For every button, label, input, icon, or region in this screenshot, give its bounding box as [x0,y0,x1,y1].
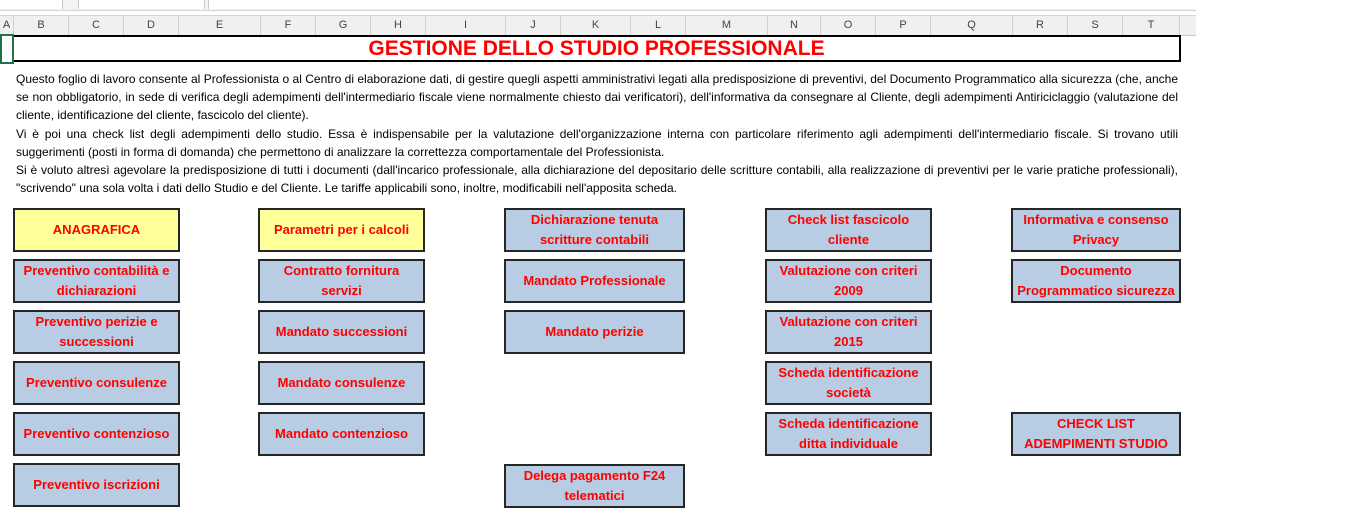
column-header-g[interactable]: G [316,16,371,35]
preventivo-consulenze-button[interactable]: Preventivo consulenze [13,361,180,405]
column-header-q[interactable]: Q [931,16,1013,35]
selected-cell[interactable] [0,34,14,64]
column-header-r[interactable]: R [1013,16,1068,35]
column-header-a[interactable]: A [0,16,14,35]
preventivo-iscrizioni-button[interactable]: Preventivo iscrizioni [13,463,180,507]
formula-bar [0,0,1196,11]
documento-programmatico-button[interactable]: Documento Programmatico sicurezza [1011,259,1181,303]
column-header-b[interactable]: B [14,16,69,35]
column-header-e[interactable]: E [179,16,261,35]
anagrafica-button[interactable]: ANAGRAFICA [13,208,180,252]
informativa-privacy-button[interactable]: Informativa e consenso Privacy [1011,208,1181,252]
description-paragraph: Vi è poi una check list degli adempimenti dello studio. Essa è indispensabile per la valutazione dell'organizzazione interna con particolare riferimento agli adempimenti dell'intermediario fiscale. Si trovano utili suggerimenti (posti in forma di domanda) che permettono di analizzare la correttezza comportamentale del Professionista. [16,126,1178,159]
column-header-f[interactable]: F [261,16,316,35]
scheda-ditta-button[interactable]: Scheda identificazione ditta individuale [765,412,932,456]
contratto-fornitura-button[interactable]: Contratto fornitura servizi [258,259,425,303]
mandato-successioni-button[interactable]: Mandato successioni [258,310,425,354]
column-header-h[interactable]: H [371,16,426,35]
page-title: GESTIONE DELLO STUDIO PROFESSIONALE [14,35,1181,62]
formula-controls [78,0,205,9]
column-header-n[interactable]: N [768,16,821,35]
name-box[interactable] [0,0,63,9]
column-header-s[interactable]: S [1068,16,1123,35]
check-list-adempimenti-button[interactable]: CHECK LIST ADEMPIMENTI STUDIO [1011,412,1181,456]
column-header-c[interactable]: C [69,16,124,35]
column-header-d[interactable]: D [124,16,179,35]
scheda-societa-button[interactable]: Scheda identificazione società [765,361,932,405]
check-list-fascicolo-button[interactable]: Check list fascicolo cliente [765,208,932,252]
column-header-t[interactable]: T [1123,16,1180,35]
description-text [16,70,1178,197]
column-header-k[interactable]: K [561,16,631,35]
column-header-p[interactable]: P [876,16,931,35]
preventivo-contenzioso-button[interactable]: Preventivo contenzioso [13,412,180,456]
column-header-row [0,15,1196,36]
description-paragraph: Si è voluto altresì agevolare la predisposizione di tutti i documenti (dall'incarico professionale, alla dichiarazione del depositario delle scritture contabili, alla realizzazione di preventivi per le varie pratiche professionali), "scrivendo" una sola volta i dati dello Studio e del Cliente. Le tariffe applicabili sono, inoltre, modificabili nell'apposita scheda. [16,163,1178,196]
preventivo-contabilita-button[interactable]: Preventivo contabilità e dichiarazioni [13,259,180,303]
column-header-j[interactable]: J [506,16,561,35]
column-header-i[interactable]: I [426,16,506,35]
valutazione-2015-button[interactable]: Valutazione con criteri 2015 [765,310,932,354]
parametri-calcoli-button[interactable]: Parametri per i calcoli [258,208,425,252]
dichiarazione-tenuta-button[interactable]: Dichiarazione tenuta scritture contabili [504,208,685,252]
mandato-consulenze-button[interactable]: Mandato consulenze [258,361,425,405]
column-header-l[interactable]: L [631,16,686,35]
valutazione-2009-button[interactable]: Valutazione con criteri 2009 [765,259,932,303]
column-header-o[interactable]: O [821,16,876,35]
mandato-professionale-button[interactable]: Mandato Professionale [504,259,685,303]
delega-f24-button[interactable]: Delega pagamento F24 telematici [504,464,685,508]
description-paragraph: Questo foglio di lavoro consente al Professionista o al Centro di elaborazione dati, di gestire quegli aspetti amministrativi legati alla predisposizione di preventivi, del Documento Programmatico alla sicurezza (che, anche se non obbligatorio, in sede di verifica degli adempimenti dell'intermediario fiscale viene normalmente chiesto dai verificatori), dell'informativa da consegnare al Cliente, degli adempimenti Antiriciclaggio (valutazione del cliente, identificazione del cliente, fascicolo del cliente). [16,72,1178,123]
mandato-contenzioso-button[interactable]: Mandato contenzioso [258,412,425,456]
mandato-perizie-button[interactable]: Mandato perizie [504,310,685,354]
preventivo-perizie-button[interactable]: Preventivo perizie e successioni [13,310,180,354]
formula-input[interactable] [208,0,1197,9]
column-header-m[interactable]: M [686,16,768,35]
